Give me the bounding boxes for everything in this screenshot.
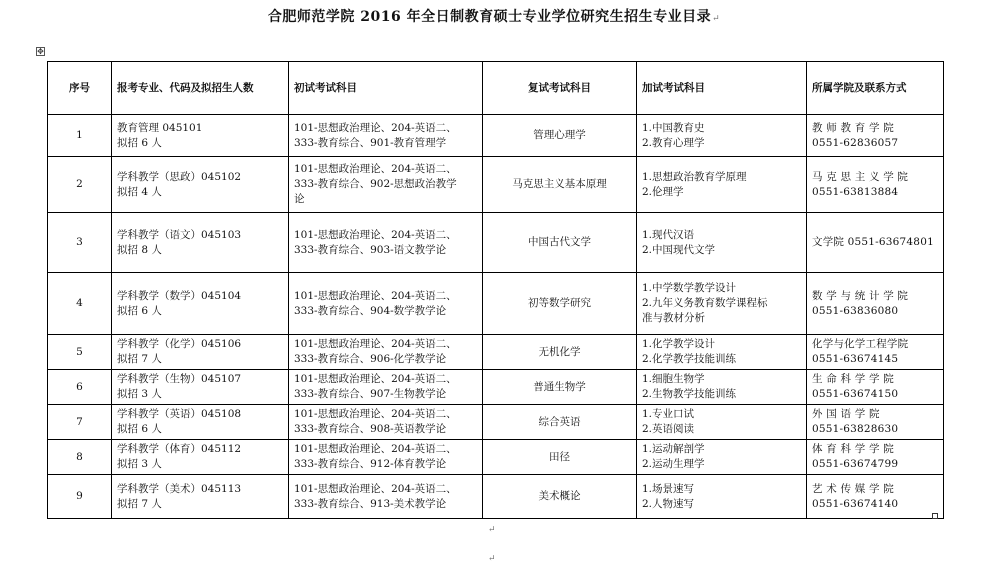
row-number: 9 — [48, 475, 112, 519]
major-cell — [112, 405, 289, 440]
table-row — [48, 157, 944, 213]
college-cell — [807, 370, 944, 405]
college-cell — [807, 440, 944, 475]
college-phone: 0551-63836080 — [812, 304, 899, 317]
row-number: 5 — [48, 335, 112, 370]
major-cell — [112, 273, 289, 335]
initial-exam-cell — [289, 213, 483, 273]
cell-line: 2.化学教学技能训练 — [642, 353, 737, 365]
table-row — [48, 440, 944, 475]
cell-line: 2.教育心理学 — [642, 136, 705, 149]
retest-cell: 田径 — [483, 440, 637, 475]
retest-cell: 中国古代文学 — [483, 213, 637, 273]
header-cell: 所属学院及联系方式 — [807, 62, 944, 115]
table-row — [48, 213, 944, 273]
cell-line: 101-思想政治理论、204-英语二、 — [294, 338, 457, 350]
major-cell — [112, 115, 289, 157]
paragraph-mark: ↵ — [488, 554, 496, 564]
extra-exam-cell — [637, 213, 807, 273]
quota: 拟招 6 人 — [117, 423, 162, 435]
major-cell — [112, 440, 289, 475]
header-cell: 复试考试科目 — [483, 62, 637, 115]
paragraph-mark: ↵ — [488, 525, 496, 535]
college-cell — [807, 475, 944, 519]
initial-exam-cell — [289, 440, 483, 475]
table-move-handle-icon[interactable]: ✥ — [37, 47, 44, 56]
major-cell — [112, 157, 289, 213]
retest-cell: 美术概论 — [483, 475, 637, 519]
table-row — [48, 405, 944, 440]
retest-cell: 马克思主义基本原理 — [483, 157, 637, 213]
cell-line: 101-思想政治理论、204-英语二、 — [294, 482, 457, 495]
college-name: 文学院 0551-63674801 — [812, 236, 934, 248]
extra-exam-cell — [637, 370, 807, 405]
major-cell — [112, 213, 289, 273]
cell-line: 333-教育综合、902-思想政治教学 — [294, 178, 457, 190]
retest-cell: 初等数学研究 — [483, 273, 637, 335]
cell-line: 101-思想政治理论、204-英语二、 — [294, 228, 457, 241]
cell-line: 1.专业口试 — [642, 408, 695, 420]
header-cell: 报考专业、代码及拟招生人数 — [112, 62, 289, 115]
quota: 拟招 3 人 — [117, 458, 162, 470]
college-cell — [807, 157, 944, 213]
cell-line: 101-思想政治理论、204-英语二、 — [294, 408, 457, 420]
cell-line: 101-思想政治理论、204-英语二、 — [294, 163, 457, 175]
initial-exam-cell — [289, 335, 483, 370]
initial-exam-cell — [289, 405, 483, 440]
initial-exam-cell — [289, 157, 483, 213]
table-row — [48, 273, 944, 335]
header-cell: 加试考试科目 — [637, 62, 807, 115]
college-phone: 0551-63828630 — [812, 423, 899, 435]
cell-line: 2.运动生理学 — [642, 458, 705, 470]
table-row — [48, 115, 944, 157]
cell-line: 333-教育综合、901-教育管理学 — [294, 136, 447, 149]
cell-line: 1.场景速写 — [642, 482, 695, 495]
college-phone: 0551-62836057 — [812, 136, 899, 149]
extra-exam-cell — [637, 475, 807, 519]
cell-line: 1.细胞生物学 — [642, 373, 705, 385]
row-number: 4 — [48, 273, 112, 335]
row-number: 1 — [48, 115, 112, 157]
major-name: 学科教学（思政）045102 — [117, 170, 242, 183]
enrollment-table — [47, 61, 944, 519]
college-name: 外 国 语 学 院 — [812, 408, 880, 420]
extra-exam-cell — [637, 115, 807, 157]
initial-exam-cell — [289, 370, 483, 405]
initial-exam-cell — [289, 273, 483, 335]
cell-line: 333-教育综合、903-语文教学论 — [294, 243, 447, 256]
major-name: 学科教学（数学）045104 — [117, 289, 242, 302]
cell-line: 333-教育综合、904-数学教学论 — [294, 304, 447, 317]
major-cell — [112, 335, 289, 370]
cell-line: 1.运动解剖学 — [642, 443, 705, 455]
quota: 拟招 7 人 — [117, 497, 162, 510]
cell-line: 准与教材分析 — [642, 312, 705, 324]
row-number: 7 — [48, 405, 112, 440]
extra-exam-cell — [637, 335, 807, 370]
row-number: 6 — [48, 370, 112, 405]
initial-exam-cell — [289, 115, 483, 157]
college-cell — [807, 213, 944, 273]
college-cell — [807, 335, 944, 370]
cell-line: 1.中国教育史 — [642, 121, 705, 134]
row-number: 2 — [48, 157, 112, 213]
major-cell — [112, 370, 289, 405]
college-phone: 0551-63674799 — [812, 458, 899, 470]
cell-line: 2.人物速写 — [642, 497, 695, 510]
cell-line: 101-思想政治理论、204-英语二、 — [294, 121, 457, 134]
cell-line: 2.九年义务教育数学课程标 — [642, 297, 768, 309]
college-name: 体 育 科 学 学 院 — [812, 443, 894, 455]
cell-line: 333-教育综合、912-体育教学论 — [294, 458, 447, 470]
row-number: 3 — [48, 213, 112, 273]
cell-line: 1.中学数学教学设计 — [642, 282, 737, 294]
table-row — [48, 475, 944, 519]
college-cell — [807, 115, 944, 157]
cell-line: 2.伦理学 — [642, 185, 684, 198]
cell-line: 333-教育综合、913-美术教学论 — [294, 497, 447, 510]
quota: 拟招 6 人 — [117, 304, 162, 317]
major-name: 学科教学（体育）045112 — [117, 443, 242, 455]
quota: 拟招 3 人 — [117, 388, 162, 400]
cell-line: 101-思想政治理论、204-英语二、 — [294, 443, 457, 455]
college-name: 数 学 与 统 计 学 院 — [812, 289, 909, 302]
table-row — [48, 335, 944, 370]
cell-line: 2.英语阅读 — [642, 423, 695, 435]
header-cell: 初试考试科目 — [289, 62, 483, 115]
quota: 拟招 7 人 — [117, 353, 162, 365]
extra-exam-cell — [637, 440, 807, 475]
major-name: 学科教学（语文）045103 — [117, 228, 242, 241]
college-cell — [807, 405, 944, 440]
table-header-row — [48, 62, 944, 115]
extra-exam-cell — [637, 273, 807, 335]
cell-line: 1.思想政治教育学原理 — [642, 170, 747, 183]
major-name: 学科教学（英语）045108 — [117, 408, 242, 420]
college-name: 艺 术 传 媒 学 院 — [812, 482, 894, 495]
college-cell — [807, 273, 944, 335]
college-phone: 0551-63813884 — [812, 185, 899, 198]
cell-line: 2.生物教学技能训练 — [642, 388, 737, 400]
retest-cell: 无机化学 — [483, 335, 637, 370]
college-name: 教 师 教 育 学 院 — [812, 121, 894, 134]
quota: 拟招 6 人 — [117, 136, 162, 149]
cell-line: 101-思想政治理论、204-英语二、 — [294, 289, 457, 302]
initial-exam-cell — [289, 475, 483, 519]
college-name: 化学与化学工程学院 — [812, 338, 909, 350]
document-title: 合肥师范学院 2016 年全日制教育硕士专业学位研究生招生专业目录↵ — [267, 9, 721, 25]
table-resize-handle[interactable] — [932, 513, 938, 519]
cell-line: 333-教育综合、907-生物教学论 — [294, 388, 447, 400]
quota: 拟招 4 人 — [117, 185, 162, 198]
college-phone: 0551-63674145 — [812, 353, 899, 365]
extra-exam-cell — [637, 405, 807, 440]
cell-line: 101-思想政治理论、204-英语二、 — [294, 373, 457, 385]
college-phone: 0551-63674150 — [812, 388, 899, 400]
cell-line: 333-教育综合、908-英语教学论 — [294, 423, 447, 435]
college-phone: 0551-63674140 — [812, 497, 899, 510]
table-row — [48, 370, 944, 405]
retest-cell: 综合英语 — [483, 405, 637, 440]
retest-cell: 管理心理学 — [483, 115, 637, 157]
cell-line: 333-教育综合、906-化学教学论 — [294, 353, 447, 365]
quota: 拟招 8 人 — [117, 243, 162, 256]
major-name: 学科教学（美术）045113 — [117, 482, 242, 495]
college-name: 生 命 科 学 学 院 — [812, 373, 894, 385]
header-cell: 序号 — [48, 62, 112, 115]
college-name: 马 克 思 主 义 学 院 — [812, 170, 909, 183]
row-number: 8 — [48, 440, 112, 475]
major-name: 学科教学（生物）045107 — [117, 373, 242, 385]
major-name: 学科教学（化学）045106 — [117, 338, 242, 350]
cell-line: 2.中国现代文学 — [642, 243, 716, 256]
cell-line: 1.化学教学设计 — [642, 338, 716, 350]
major-name: 教育管理 045101 — [117, 121, 203, 134]
retest-cell: 普通生物学 — [483, 370, 637, 405]
extra-exam-cell — [637, 157, 807, 213]
major-cell — [112, 475, 289, 519]
cell-line: 论 — [294, 193, 305, 205]
cell-line: 1.现代汉语 — [642, 228, 695, 241]
